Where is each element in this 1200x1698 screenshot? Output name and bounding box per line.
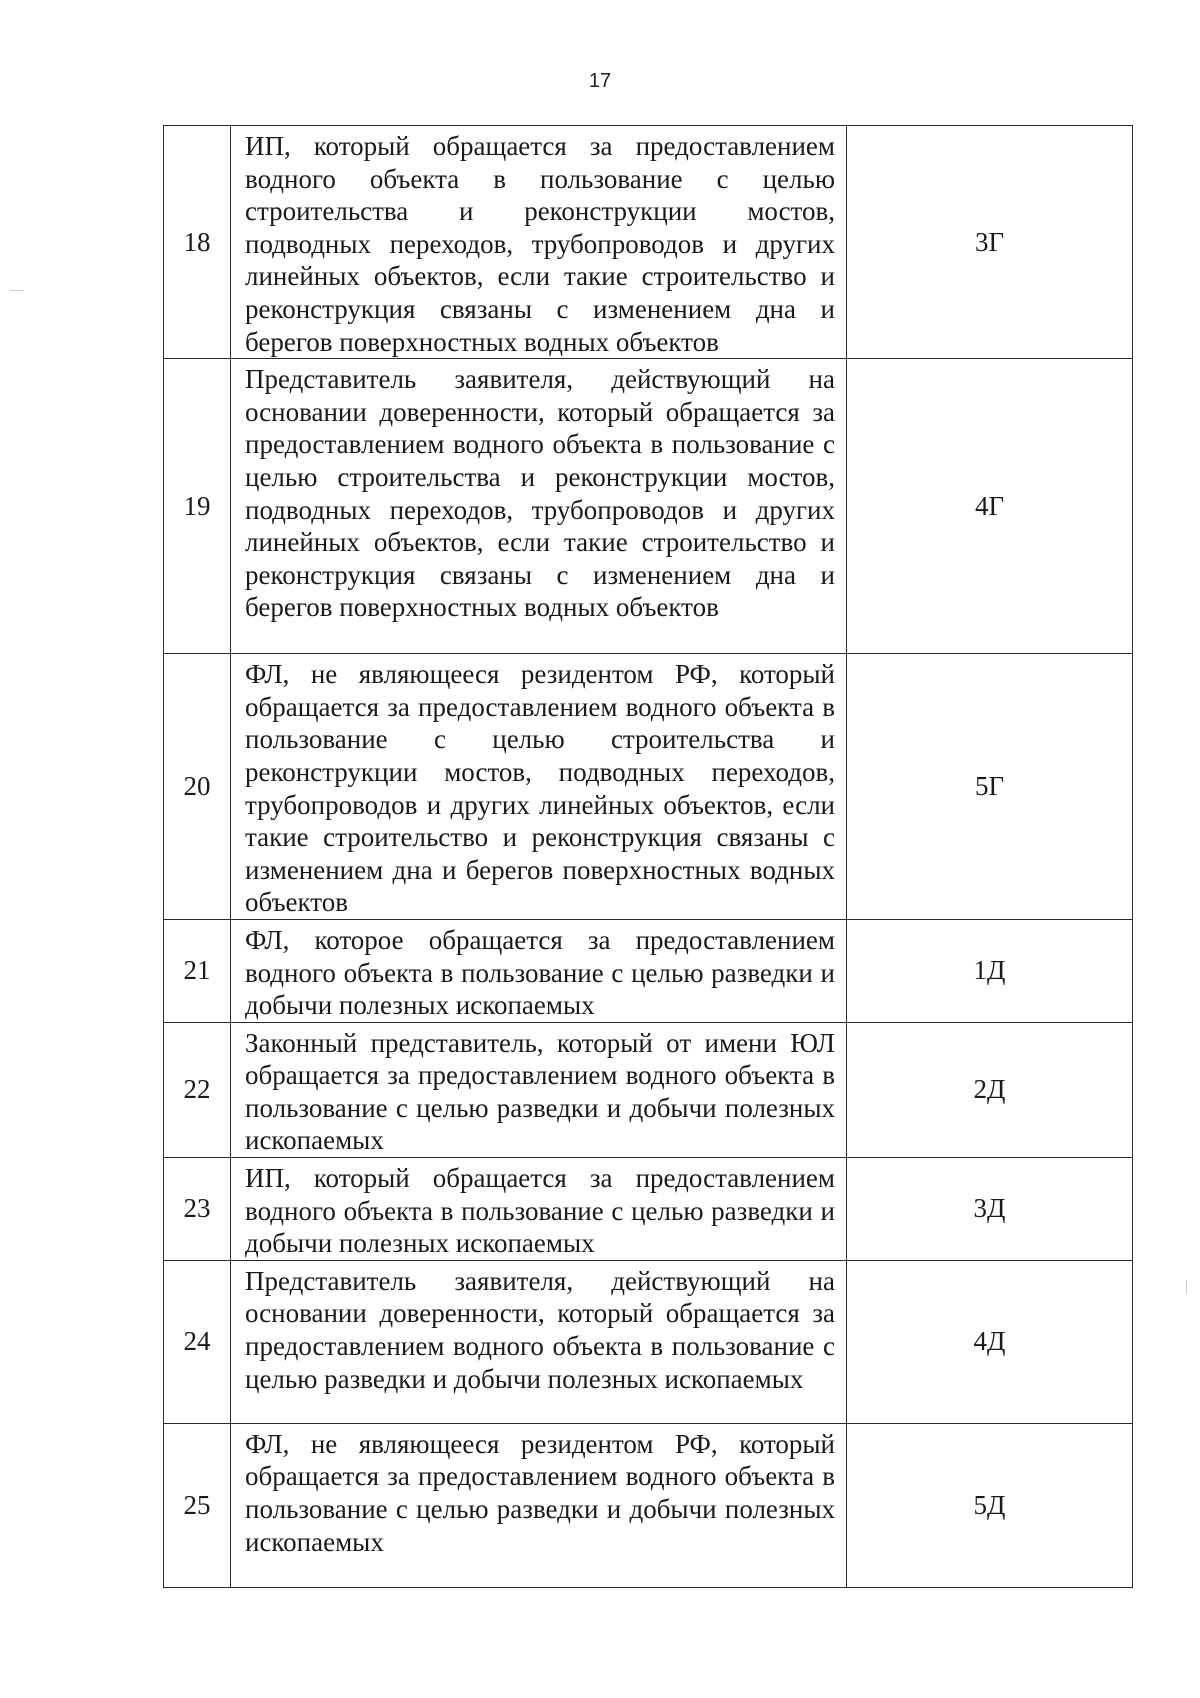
row-code: 3Д xyxy=(847,1158,1133,1261)
row-description xyxy=(231,1158,847,1261)
table-row xyxy=(164,359,1133,654)
row-description xyxy=(231,126,847,359)
table-row xyxy=(164,1260,1133,1423)
row-description-text: ИП, который обращается за предоставлением водного объекта в пользование с целью разведки и добычи полезных ископаемых xyxy=(245,1163,835,1259)
row-number: 22 xyxy=(164,1022,231,1157)
row-code: 2Д xyxy=(847,1022,1133,1157)
row-description xyxy=(231,1423,847,1587)
page-number: 17 xyxy=(588,70,612,92)
row-description-text: ФЛ, которое обращается за предоставлением водного объекта в пользование с целью разведки и добычи полезных ископаемых xyxy=(245,924,835,1021)
row-description-text: ФЛ, не являющееся резидентом РФ, который обращается за предоставлением водного объекта в пользование с целью строительства и реконструкции мостов, подводных переходов, трубопроводов и других линейных объектов, если такие строительство и реконструкция связаны с изменением дна и берегов поверхностных водных объектов xyxy=(245,659,835,918)
table-row xyxy=(164,126,1133,359)
row-code: 1Д xyxy=(847,919,1133,1022)
row-description-text: Представитель заявителя, действующий на основании доверенности, который обращается за предоставлением водного объекта в пользование с целью разведки и добычи полезных ископаемых xyxy=(245,1265,835,1394)
row-number: 20 xyxy=(164,654,231,920)
row-number: 23 xyxy=(164,1158,231,1261)
services-table xyxy=(163,125,1133,1588)
row-code: 5Г xyxy=(847,654,1133,920)
row-number: 18 xyxy=(164,126,231,359)
table-row xyxy=(164,1022,1133,1157)
scan-edge-mark xyxy=(10,290,24,291)
row-code: 4Д xyxy=(847,1260,1133,1423)
table-row xyxy=(164,654,1133,920)
row-description-text: ФЛ, не являющееся резидентом РФ, который обращается за предоставлением водного объекта в пользование с целью разведки и добычи полезных ископаемых xyxy=(245,1428,835,1557)
row-description xyxy=(231,654,847,920)
row-description xyxy=(231,1022,847,1157)
row-code: 3Г xyxy=(847,126,1133,359)
table-row xyxy=(164,919,1133,1022)
row-description-text: ИП, который обращается за предоставлением водного объекта в пользование с целью строительства и реконструкции мостов, подводных переходов, трубопроводов и других линейных объектов, если такие строительство и реконструкция связаны с изменением дна и берегов поверхностных водных объектов xyxy=(245,131,835,357)
row-description xyxy=(231,919,847,1022)
row-description xyxy=(231,359,847,654)
row-code: 4Г xyxy=(847,359,1133,654)
row-number: 24 xyxy=(164,1260,231,1423)
row-description-text: Представитель заявителя, действующий на основании доверенности, который обращается за предоставлением водного объекта в пользование с целью строительства и реконструкции мостов, подводных переходов, трубопроводов и других линейных объектов, если такие строительство и реконструкция связаны с изменением дна и берегов поверхностных водных объектов xyxy=(245,364,835,623)
table-row xyxy=(164,1158,1133,1261)
row-description xyxy=(231,1260,847,1423)
row-description-text: Законный представитель, который от имени ЮЛ обращается за предоставлением водного объекта в пользование с целью разведки и добычи полезных ископаемых xyxy=(245,1027,835,1156)
row-number: 25 xyxy=(164,1423,231,1587)
table-row xyxy=(164,1423,1133,1587)
row-number: 21 xyxy=(164,919,231,1022)
scan-edge-mark xyxy=(1186,1280,1187,1294)
row-number: 19 xyxy=(164,359,231,654)
row-code: 5Д xyxy=(847,1423,1133,1587)
